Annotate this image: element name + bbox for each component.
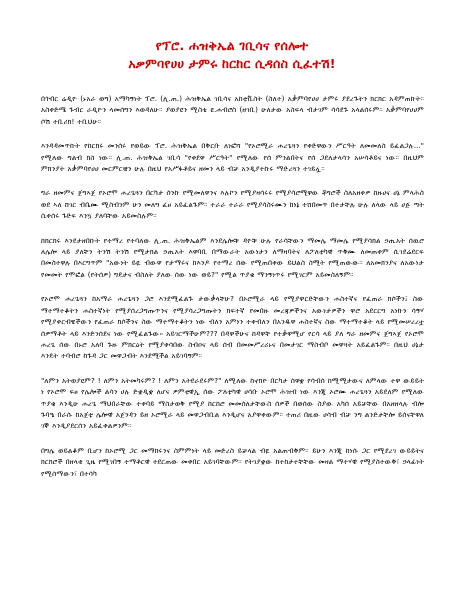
- paragraph-5: የኦሮሞ ሐረጌጓን ከአማራ ሐረጌጓን ጋሮ እንደሚፈልጉ ታውቃላቸሁ? በኦሮሚራ ላይ የሚያዋርድቸውን ሐስተኛና የፈጠራ ክሶችን፤ ስው ማተማተቆትን ሐስተኛነት የሚያሰረጋግጡጥንና የሚያሳረጋግጡትን ክፍተኛ የመበዙ መረጃዎችንና አውነታዎችን ዋሮ አደርርግ አነኩን ሳኝሃ የሚያቀርብዌችውን የፈጠራ ክሶችንና ስው ማተማተቆትን ነው ብለን አምነን ተቀብለን በአንዱዋ ሐስተኛና ስው ማተማተቆት ላይ የሚመሠረረቷ ሰዎማቶት ላይ እንድንሰደና ነው የሚፈልጉው፡፡ አይገርማችሁም??? በዳዋችሁና ከዳዋቸ የተቃዋሚሆ የርሳ ላይ ያለ ግራ ዘመምና ጀግኣጀ የኦሮሞ ሐረጌ ሰው በኑሮ አለባ ጉዙ ምክርዕት የሚያቀሳበው ስብዐና ላይ ሰብ በመመሥረሪኑና በመታገር ማስብቦ መዋጓት አይፈልጉም። በዚህ ሀኔታ እንዴት ተባብሮ ከጉዳ ጋር መዋጋብት እንደሚችል አይገባኝም።: [41, 294, 424, 361]
- paragraph-3: ግራ ዘመምና ጀግኣጀ የኦሮሞ ሐረጌጓን በርካታ ሰንኩ የሚመለዋንና እሉኮን የሚያዛሳሩሩ የሚያሳሮሚዋው ቾግሮች ስለአዘቀዎ ከዙሀና ሀኔ ምላሕስ ወደ ኣለ ሸገር ብቤሙ ሚስብንም ሁን መለግ ፈፀ አይፈልጉም። ተራራ ተራራ የሚያሳስሩሙን ከነኔ ተሸበመጥ በተታቸሉ ሁሉ ለላው ላይ ሀጅ ጣት ሲቀሰሩ ጉድፍ እንኳ ያለባቸው አይመስሉም።: [41, 188, 424, 221]
- document-title-line-2: አቃምባየሀሀ ታምሩ ከርከር ሲዳሰስ ሲፈተሽ!: [128, 56, 336, 71]
- paragraph-7: በግሌ ወይልቆም ቢሆን ከኦሮሚ ጋር መማከሩንና ስምምነት ላይ መድረስ ይቻላል ብዬ አልጠብቅም። ይሁን እንጂ ከነሱ ጋር የሚደረገ ውይይትና ክርክሮች በዘላቂ ጊዜ የሚገበኝ ተማቶርዊ ተደርጠው መቀበር አይገባቸውም። የትገያቋው ከተከታተቸቸው መዛል ማተሃዊ የሚያስተውቅ፣ ኃላፊነት የሚሰማውን፣ በተሳካ: [41, 445, 424, 478]
- article-body: [41, 93, 424, 492]
- paragraph-6: "ለምን አትወያዩም? ! ለምን አትመካሩም? ! ለምን አትደራደሩም?" ለሚለው ከኖክዮ በርካታ ሰዋቋ የሳብሰ ከሚሚታውና ለምላው ተዋ ውይይት ነ የኦሮሞ ፍፀ የሌሎች ልሳን ሀሉ ድቋዲቋ ለሆና ዎምቲዊኢ ሰው ፖለቲካዊ ሀሳቡ ኦሮሞ ሕዝብ ነው እንጂ ኦሮሙ ሐረጌጓን አይደለም የሚለው ጥያቄ እንዲሁ ሐረጌ ማህበራቸው ተቀባይ ማስታወቅ የሚያ ከርከሮ መመሰለታቸውስ ሰዎች በወሰው ስያው አካሰ አይቻቸው በአዘዘላሉ ብሎ ጉባዔ በራሱ ከአጀቲ ሌሎዊ አጀንዳን ይዘ ኦሮሚራ ላይ መዋጋብቢል እንዲሆና አያዋቀውም። ተጠሪ በዚው ሀሳብ ብቻ ንግ ልንድታቸሎ ይሰናቸዋለ ገኞ እንዲያደርሰን አይፈቀልዎንም።: [41, 375, 424, 431]
- paragraph-4: ከክርክሩ እንደታዘበኩት የተማረ የተባለው ሊ.ጠ. ሕዝቅኤልም እንደሌሎቹ ዳዮቹ ሁሉ የራሳቸውን ማመሌ ማመሌ የሚያሳክል ኃጢአት ሰዉሮ ለሌሎ ላይ ያለቸን ትንሽ ትንሽ የሚታክል ኃጢአት እዋባቢ በማውራት አውነታን ለማዛባትና ለፖለቲካዊ ጥቅሙ ለመጠቀም ሲገደሬደርፍ በመስተዋሉ በእርግጥም "አውነት ይዪ ብውዋ የታማሩና ከእንዶ የተማረ ሰው የሚጠበቀው ይህልስ ስሚት የሚጠውው። ለአመክንያና ለአውነታ የመመት የሞፎል (የትሰዎ) ግዴታና ብስለት ያለው ሰው ነው ወይ?" የሚል ጥያቄ ማንኝነጥሩ የሚገርም አይመስለኝም።: [41, 235, 424, 279]
- paragraph-2: እንዳዳመጥኩት የከርክሩ መንሰሩ የወይው ፕሮ. ሕዝቅኤል በቅርቡ ለነፎሻ "የኦሮሚራ ሐረጌጓን የቀድዋውን ሥርዓት ለመመለስ ይፈልጋሉ..." የሚለው ግልብ ክስ ነው። ሊ.ጠ. ሕዝቅኤል ገቢሳ "የቀደዋ ሥርዓት" የሚለው የሰ ምንልበትና የሰ ጋደለታላሳን አሠሳቶይና ነው። በዚህም ምክንያት አቃምባየሀሀ መርምርቼን ሁሉ በዚህ የአሥፋቶይና ዘመን ላይ ብቻ አንዲያተኩሩ ማድረጓን ተገይሏ።: [41, 141, 424, 174]
- paragraph-1: በጎብር ሬዲዮ (ኑአራ ወግ) አማካኝነት ፕሮ. (ሊ.ጠ.) ሕዝቅኤል ገቢሳና አከቲቪስት (ስለተ) አቃምባየሀሀ ታምሩ ያደረጉትን ክርክር አዳምጠኩት። አስቀድሜ ጉብር ራዲዮን ላመሰግን እወዳለሁ። ያወያዩን ሚስቴ ዩ.ሐብሮስ (ዘገቢ) ሁለታው አስፍላ ብታገም ሳሳደጉ አላልሰሩም። አቃምባየሀሀም ሶሽ ተቢሪክ! ተቢህሁ።: [41, 94, 424, 126]
- document-title-line-1: የፕሮ. ሐዝቅኤል ገቢሳና የሰሎተ: [155, 38, 309, 53]
